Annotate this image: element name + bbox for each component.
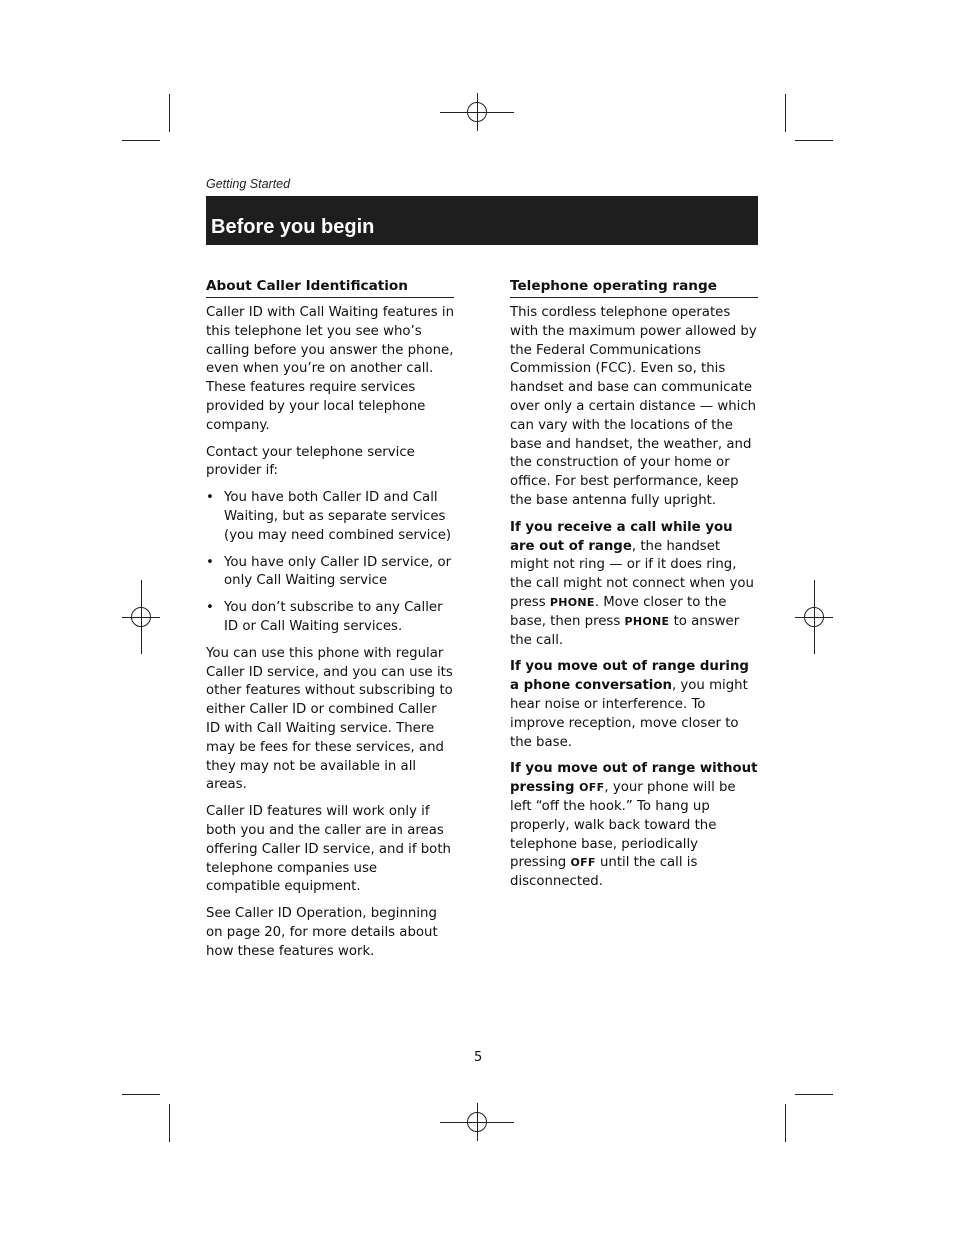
list-item: • You have only Caller ID service, or only Call Waiting service — [206, 554, 452, 589]
phone-key-label: PHONE — [549, 595, 595, 609]
off-key-label: OFF — [570, 856, 596, 870]
bullet-icon: • — [206, 600, 214, 616]
operating-range-heading: Telephone operating range — [510, 276, 758, 298]
off-key-label: OFF — [579, 781, 605, 795]
right-column — [510, 276, 758, 900]
regular-caller-id-text: You can use this phone with regular Caller ID service, and you can use its other features without subscribing to either Caller ID or combined Caller ID with Call Waiting service. There may be fees for these services, and they may not be available in all areas. — [206, 645, 453, 793]
phone-key-label: PHONE — [624, 614, 670, 628]
caller-id-requirements-text: Caller ID features will work only if both you and the caller are in areas offering Caller ID service, and if both telephone companies use compatible equipment. — [206, 804, 451, 895]
contact-provider-text: Contact your telephone service provider if: — [206, 444, 415, 479]
out-of-range-off-text: If you move out of range without pressing OFF, your phone will be left “off the hook.” To hang up properly, walk back toward the telephone base, periodically pressing OFF until the call is disconnected. — [510, 761, 758, 890]
list-item: • You don’t subscribe to any Caller ID or Call Waiting services. — [206, 600, 443, 634]
fcc-range-text: This cordless telephone operates with the maximum power allowed by the Federal Communications Commission (FCC). Even so, this handset and base can communicate over only a certain distance — which can vary with the locations of the base and handset, the weather, and the construction of your home or office. For best performance, keep the base antenna fully upright. — [510, 305, 757, 508]
out-of-range-conversation-text: If you move out of range during a phone conversation, you might hear noise or interference. To improve reception, move closer to the base. — [510, 659, 749, 750]
list-item: • You have both Caller ID and Call Waiting, but as separate services (you may need combined service) — [206, 490, 452, 543]
provider-conditions-list — [206, 489, 454, 637]
section-label: Getting Started — [206, 177, 291, 191]
page-number: 5 — [474, 1050, 483, 1065]
title-banner — [206, 196, 758, 245]
see-operation-text: See Caller ID Operation, beginning on page 20, for more details about how these features work. — [206, 906, 438, 959]
bullet-icon: • — [206, 490, 214, 506]
left-column — [206, 276, 454, 970]
caller-id-heading: About Caller Identification — [206, 276, 454, 298]
caller-id-intro: Caller ID with Call Waiting features in this telephone let you see who’s calling before you answer the phone, even when you’re on another call. These features require services provided by your local telephone company. — [206, 305, 454, 433]
bullet-icon: • — [206, 554, 214, 570]
out-of-range-call-text: If you receive a call while you are out of range, the handset might not ring — or if it does ring, the call might not connect when you press PHONE. Move closer to the base, then press PHONE to answer the call. — [510, 519, 754, 648]
page-title: Before you begin — [211, 216, 375, 238]
